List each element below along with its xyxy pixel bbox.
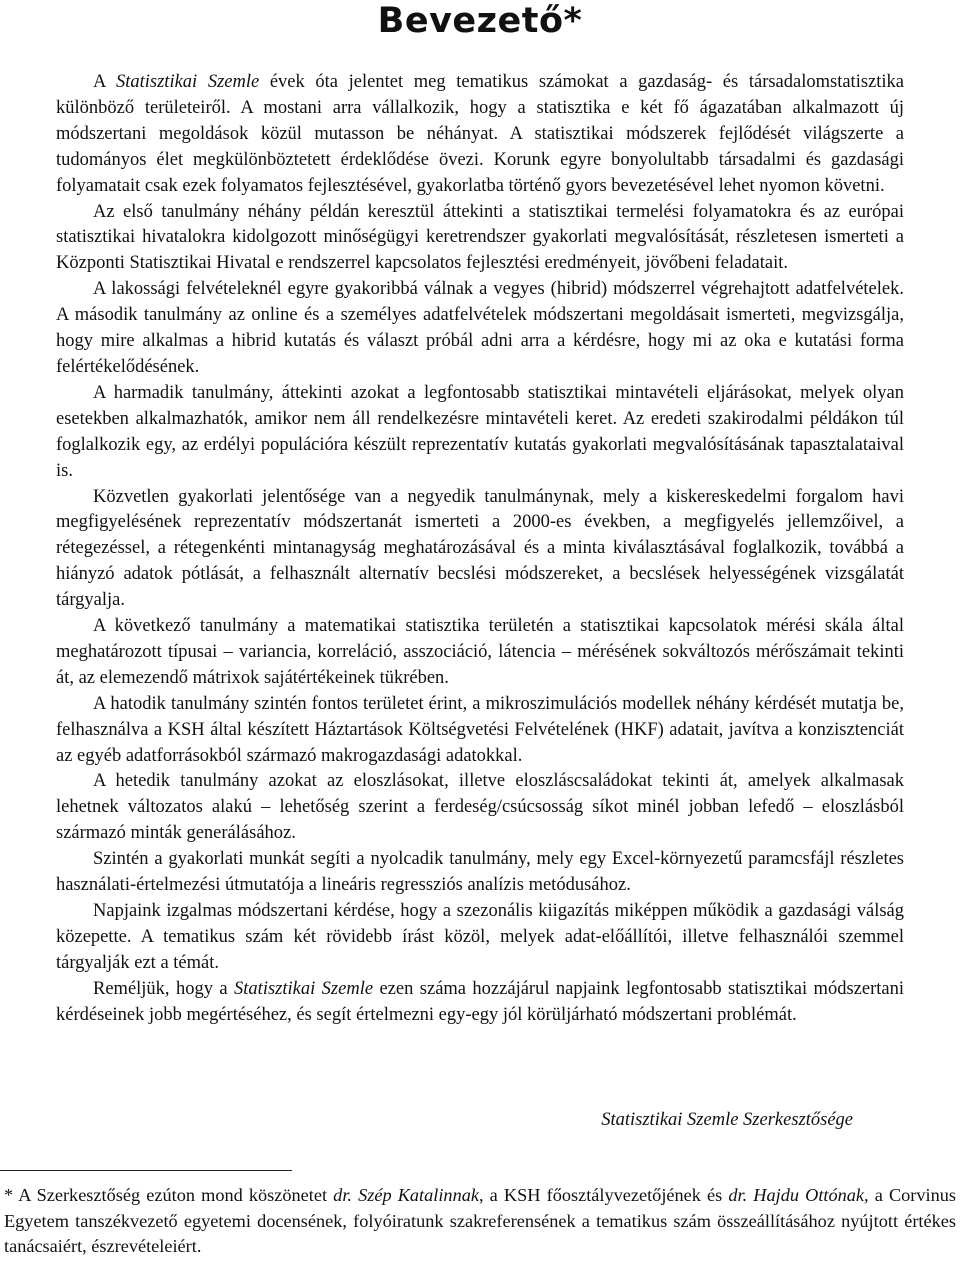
paragraph bbox=[56, 200, 904, 278]
text-run: Közvetlen gyakorlati jelentősége van a negyedik tanulmánynak, mely a kiskereskedelmi forgalom havi megfigyelésének reprezentatív módszertanát ismerteti a 2000-es években, a megfigyelés jellemzőivel, a rétegezéssel, a rétegenkénti mintanagyság meghatározásával és a minta kiválasztásával foglalkozik, továbbá a hiányzó adatok pótlását, a felhasznált alternatív becslési módszereket, a becslések helyességének vizsgálatát tárgyalja. bbox=[56, 486, 904, 611]
paragraph bbox=[56, 381, 904, 485]
paragraph bbox=[56, 977, 904, 1029]
paragraph bbox=[56, 485, 904, 615]
text-run: Az első tanulmány néhány példán keresztül áttekinti a statisztikai termelési folyamatokra és az európai statisztikai hivatalokra kidolgozott minőségügyi keretrendszer gyakorlati megvalósítását, részletesen ismerteti a Központi Statisztikai Hivatal e rendszerrel kapcsolatos fejlesztési eredményeit, jövőbeni feladatait. bbox=[56, 201, 904, 274]
paragraph bbox=[56, 70, 904, 200]
text-run: , a KSH főosztályvezetőjének és bbox=[478, 1185, 729, 1205]
italic-text: Statisztikai Szemle bbox=[115, 72, 260, 92]
paragraph bbox=[56, 692, 904, 770]
signature: Statisztikai Szemle Szerkesztősége bbox=[601, 1110, 853, 1130]
text-run: A bbox=[93, 72, 116, 92]
text-run: A következő tanulmány a matematikai statisztika területén a statisztikai kapcsolatok mérési skála által meghatározott típusai – variancia, korreláció, asszociáció, látencia – mérésének sokváltozós mérőszámait tekinti át, az elemezendő mátrixok sajátértékeinek tükrében. bbox=[56, 616, 904, 688]
page-title: Bevezető* bbox=[377, 1, 583, 41]
paragraph bbox=[56, 769, 904, 847]
text-run: A hetedik tanulmány azokat az eloszlásokat, illetve eloszláscsaládokat tekinti át, amelyek alkalmasak lehetnek változatos alakú – lehetőség szerint a ferdeség/csúcsosság síkot minél jobban lefedő – eloszlásból származó minták generálásához. bbox=[56, 771, 904, 844]
text-run: Szintén a gyakorlati munkát segíti a nyolcadik tanulmány, mely egy Excel-környezetű paramcsfájl részletes használati-értelmezési útmutatója a lineáris regressziós analízis metódusához. bbox=[56, 849, 904, 896]
text-run: A harmadik tanulmány, áttekinti azokat a legfontosabb statisztikai mintavételi eljárásokat, melyek olyan esetekben alkalmazhatók, amikor nem áll rendelkezésre mintavételi keret. Az eredeti szakirodalmi példákon túl foglalkozik egy, az erdélyi populációra készült reprezentatív kutatás gyakorlati megvalósításának tapasztalataival is. bbox=[56, 382, 904, 481]
italic-text: dr. Hajdu Ottónak bbox=[728, 1185, 865, 1205]
text-run: Reméljük, hogy a bbox=[93, 978, 235, 999]
text-run: A hatodik tanulmány szintén fontos területet érint, a mikroszimulációs modellek néhány kérdését mutatja be, felhasználva a KSH által készített Háztartások Költségvetési Felvételének (HKF) adatait, javítva a konzisztenciát az egyéb adatforrásokból származó makrogazdasági adatokkal. bbox=[56, 693, 904, 766]
text-run: A lakossági felvételeknél egyre gyakoribbá válnak a vegyes (hibrid) módszerrel végrehajtott adatfelvételek. A második tanulmány az online és a személyes adatfelvételek módszertani megoldásait ismerteti, megvizsgálja, hogy mire alkalmas a hibrid kutatás és választ próbál adni arra a kérdésre, hogy mi az oka e kutatási forma felértékelődésének. bbox=[56, 279, 904, 377]
text-run: , a Corvinus Egyetem tanszékvezető egyetemi docensének, folyóiratunk szakreferensének a tematikus szám összeállításához nyújtott értékes tanácsaiért, észrevételeiért. bbox=[4, 1185, 957, 1256]
paragraph bbox=[56, 847, 904, 899]
paragraph bbox=[56, 899, 904, 977]
paragraph bbox=[56, 277, 904, 381]
footnote-separator bbox=[0, 1170, 292, 1171]
body-text bbox=[56, 70, 904, 1029]
italic-text: dr. Szép Katalinnak bbox=[333, 1185, 479, 1205]
footnote bbox=[4, 1183, 956, 1260]
text-run: ezen száma hozzájárul napjaink legfontosabb statisztikai módszertani kérdéseinek jobb megértéséhez, és segít értelmezni egy-egy jól körüljárható módszertani problémát. bbox=[56, 978, 904, 1025]
text-run: * A Szerkesztőség ezúton mond köszönetet bbox=[4, 1185, 334, 1205]
paragraph bbox=[56, 614, 904, 692]
text-run: Napjaink izgalmas módszertani kérdése, hogy a szezonális kiigazítás miképpen működik a gazdasági válság közepette. A tematikus szám két rövidebb írást közöl, melyek adat-előállítói, illetve felhasználói szemmel tárgyalják ezt a témát. bbox=[56, 901, 904, 973]
italic-text: Statisztikai Szemle bbox=[234, 978, 374, 999]
text-run: évek óta jelentet meg tematikus számokat a gazdaság- és társadalomstatisztika különböző területeiről. A mostani arra vállalkozik, hogy a statisztika e két fő ágazatában alkalmazott új módszertani megoldások közül mutasson be néhányat. A statisztikai módszerek fejlődését világszerte a tudományos élet megkülönböztetett érdeklődése övezi. Korunk egyre bonyolultabb társadalmi és gazdasági folyamatait csak ezek folyamatos fejlesztésével, gyakorlatba történő gyors bevezetésével lehet nyomon követni. bbox=[56, 72, 904, 196]
